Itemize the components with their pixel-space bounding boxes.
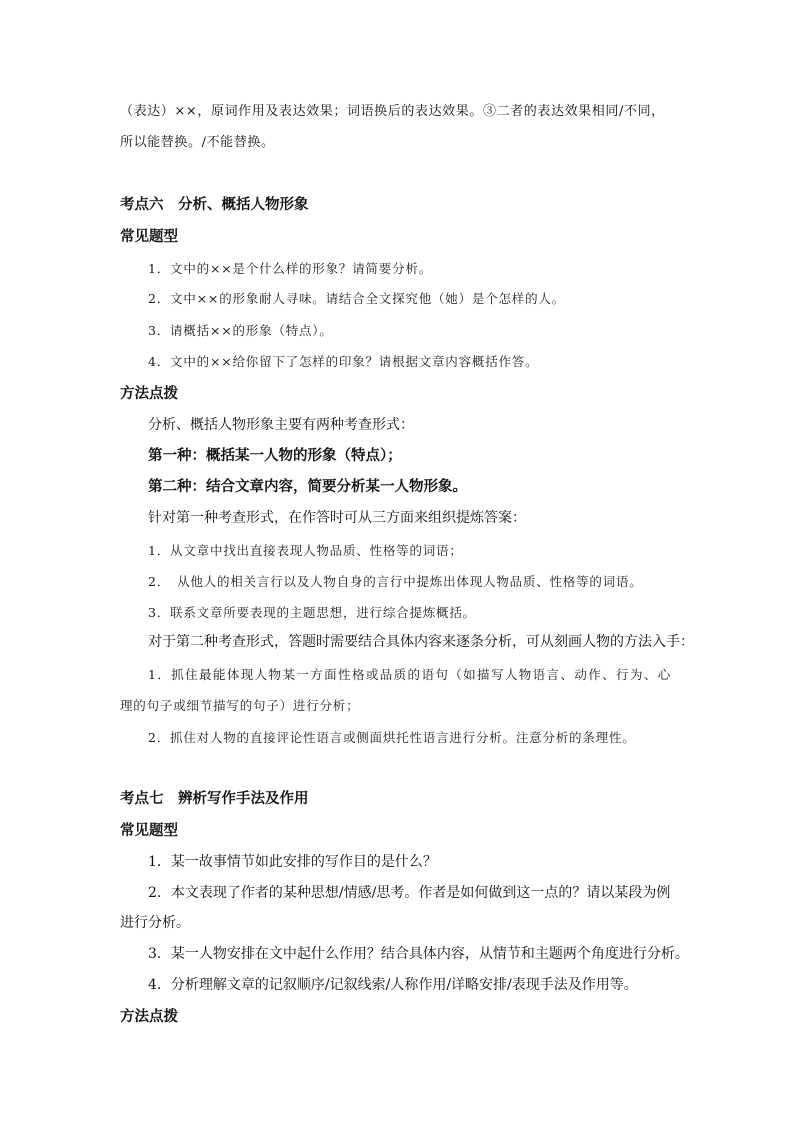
section7-method-label: 方法点拨	[120, 1009, 178, 1025]
continuation-line-2: 所以能替换。/不能替换。	[120, 135, 275, 150]
continuation-line-1: （表达）××，原词作用及表达效果；词语换后的表达效果。③二者的表达效果相同/不同，	[120, 104, 665, 119]
section6-question-2: 2．文中××的形象耐人寻味。请结合全文探究他（她）是个怎样的人。	[148, 291, 566, 306]
section6-first-point-1: 1．从文章中找出直接表现人物品质、性格等的词语；	[148, 543, 463, 558]
section6-question-4: 4．文中的××给你留下了怎样的印象？请根据文章内容概括作答。	[148, 354, 539, 369]
section6-second-point-1: 1．抓住最能体现人物某一方面性格或品质的语句（如描写人物语言、动作、行为、心	[148, 667, 672, 682]
section7-question-4: 4．分析理解文章的记叙顺序/记叙线索/人称作用/详略安排/表现手法及作用等。	[148, 977, 638, 993]
section6-common-types-label: 常见题型	[120, 229, 178, 245]
section6-intro: 分析、概括人物形象主要有两种考查形式：	[148, 417, 414, 433]
section6-second-intro: 对于第二种考查形式，答题时需要结合具体内容来逐条分析，可从刻画人物的方法入手：	[148, 634, 694, 650]
section7-title: 考点七 辨析写作手法及作用	[120, 791, 309, 807]
section6-first-point-2: 2． 从他人的相关言行以及人物自身的言行中提炼出体现人物品质、性格等的词语。	[148, 574, 643, 589]
section6-second-point-1-cont: 理的句子或细节描写的句子）进行分析；	[120, 698, 360, 713]
section6-question-1: 1．文中的××是个什么样的形象？请简要分析。	[148, 261, 433, 276]
section6-second-point-2: 2．抓住对人物的直接评论性语言或侧面烘托性语言进行分析。注意分析的条理性。	[148, 730, 636, 745]
section6-form-2: 第二种：结合文章内容，简要分析某一人物形象。	[148, 479, 467, 495]
section6-method-label: 方法点拨	[120, 386, 178, 402]
section6-first-intro: 针对第一种考查形式，在作答时可从三方面来组织提炼答案：	[148, 510, 526, 526]
section7-common-types-label: 常见题型	[120, 823, 178, 839]
section7-question-3: 3．某一人物安排在文中起什么作用？结合具体内容，从情节和主题两个角度进行分析。	[148, 946, 689, 962]
section6-title: 考点六 分析、概括人物形象	[120, 197, 309, 213]
section7-question-1: 1．某一故事情节如此安排的写作目的是什么？	[148, 854, 437, 870]
section6-first-point-3: 3．联系文章所要表现的主题思想，进行综合提炼概括。	[148, 605, 476, 620]
section6-form-1: 第一种：概括某一人物的形象（特点）；	[148, 448, 402, 464]
section7-question-2: 2．本文表现了作者的某种思想/情感/思考。作者是如何做到这一点的？请以某段为例	[148, 885, 671, 901]
section6-question-3: 3．请概括××的形象（特点）。	[148, 323, 333, 338]
section7-question-2-cont: 进行分析。	[120, 915, 190, 931]
